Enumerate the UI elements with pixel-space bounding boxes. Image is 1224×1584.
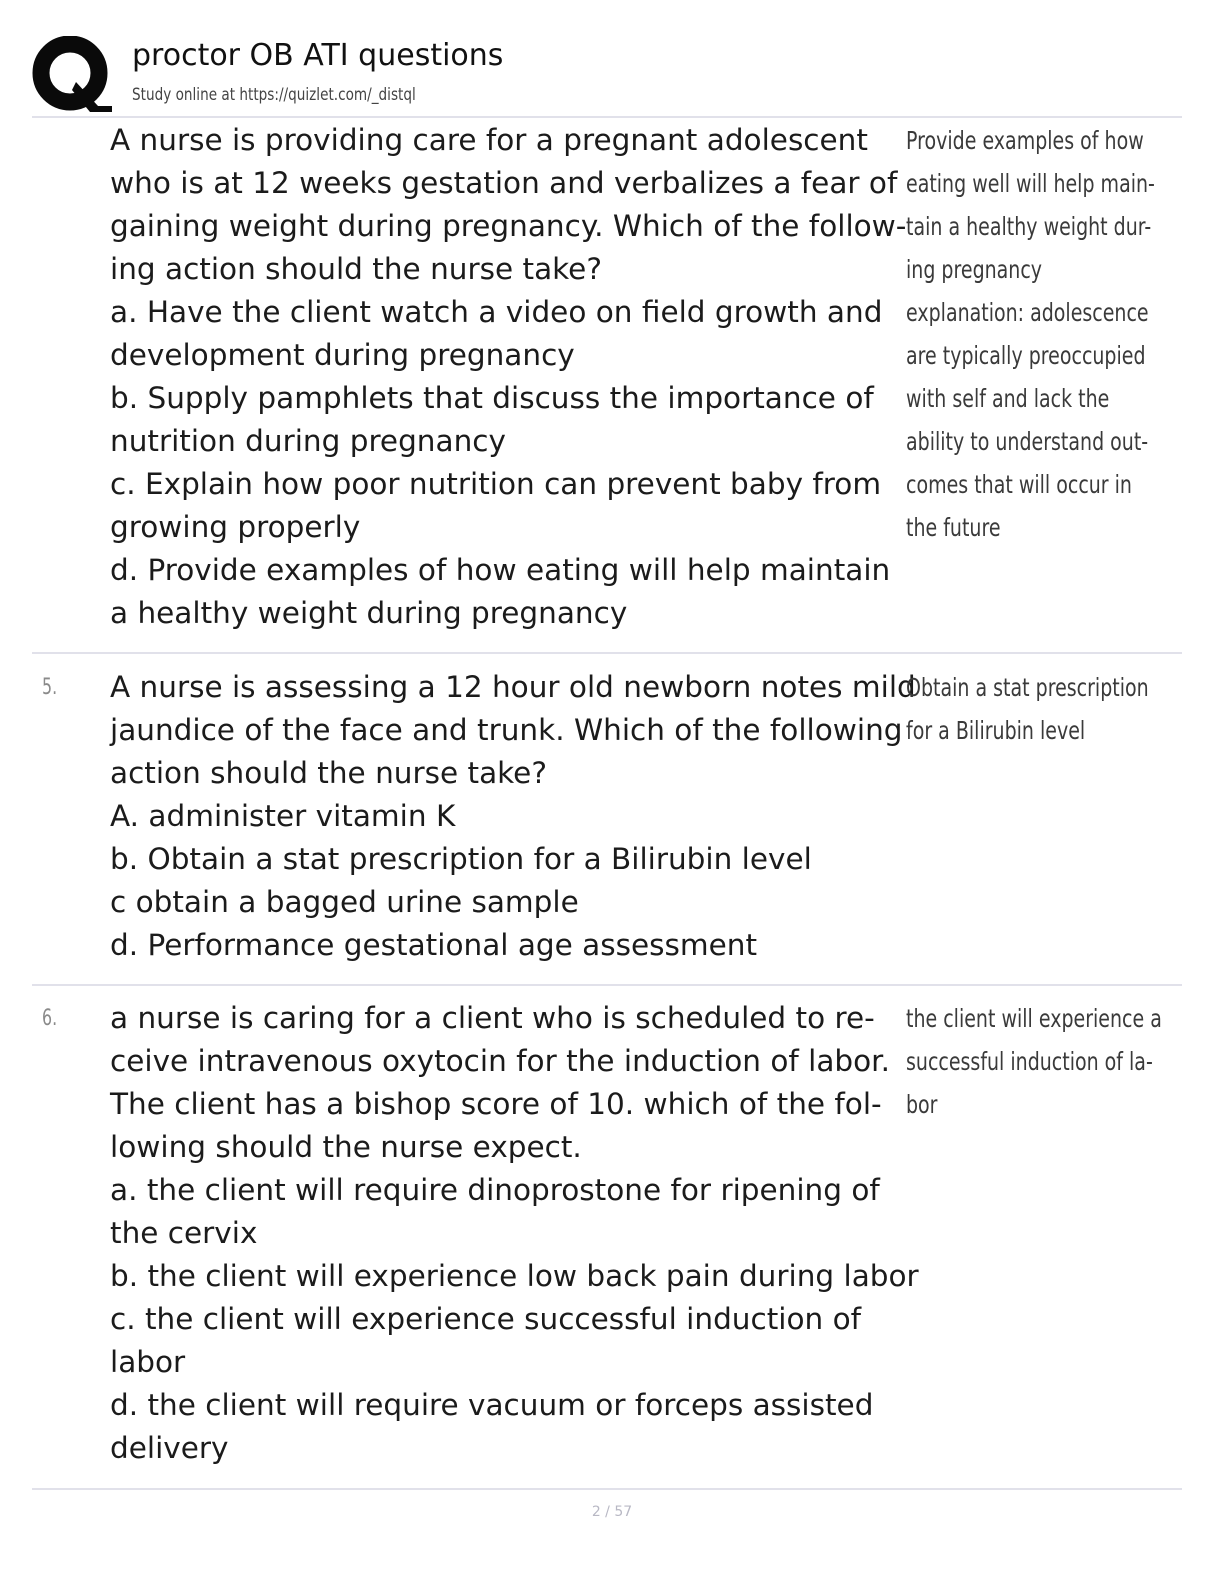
option-b-cont: nutrition during pregnancy bbox=[110, 424, 506, 458]
term-line: A nurse is providing care for a pregnant adolescent bbox=[110, 123, 868, 157]
term-line: A nurse is assessing a 12 hour old newborn notes mild bbox=[110, 670, 916, 704]
definition-line: tain a healthy weight dur- bbox=[906, 212, 1152, 241]
option-a: A. administer vitamin K bbox=[110, 799, 456, 833]
card-definition bbox=[906, 997, 1224, 1126]
header-divider bbox=[32, 116, 1182, 118]
definition-line: comes that will occur in bbox=[906, 470, 1132, 499]
option-c-cont: growing properly bbox=[110, 510, 361, 544]
option-a-cont: development during pregnancy bbox=[110, 338, 575, 372]
term-line: action should the nurse take? bbox=[110, 756, 547, 790]
term-line: jaundice of the face and trunk. Which of the following bbox=[110, 713, 903, 747]
option-c: c. the client will experience successful induction of bbox=[110, 1302, 862, 1336]
card-definition bbox=[906, 666, 1224, 752]
definition-line: bor bbox=[906, 1090, 938, 1119]
term-line: a nurse is caring for a client who is scheduled to re- bbox=[110, 1001, 875, 1035]
quizlet-logo-icon bbox=[32, 36, 112, 112]
option-d-cont: a healthy weight during pregnancy bbox=[110, 596, 628, 630]
definition-line: the client will experience a bbox=[906, 1004, 1162, 1033]
definition-line: eating well will help main- bbox=[906, 169, 1155, 198]
card-term bbox=[110, 997, 919, 1470]
option-b: b. Supply pamphlets that discuss the importance of bbox=[110, 381, 874, 415]
option-c: c obtain a bagged urine sample bbox=[110, 885, 579, 919]
definition-line: the future bbox=[906, 513, 1001, 542]
option-c: c. Explain how poor nutrition can prevent baby from bbox=[110, 467, 882, 501]
option-a: a. Have the client watch a video on field growth and bbox=[110, 295, 883, 329]
term-line: ing action should the nurse take? bbox=[110, 252, 602, 286]
card-divider bbox=[32, 984, 1182, 986]
definition-line: with self and lack the bbox=[906, 384, 1110, 413]
page-header bbox=[0, 0, 1224, 118]
term-line: gaining weight during pregnancy. Which of the follow- bbox=[110, 209, 907, 243]
definition-line: for a Bilirubin level bbox=[906, 716, 1086, 745]
option-d: d. Performance gestational age assessment bbox=[110, 928, 758, 962]
definition-line: Obtain a stat prescription bbox=[906, 673, 1149, 702]
option-d: d. Provide examples of how eating will help maintain bbox=[110, 553, 891, 587]
page-number: 2 / 57 bbox=[591, 1504, 633, 1520]
option-d: d. the client will require vacuum or forceps assisted bbox=[110, 1388, 874, 1422]
card-definition bbox=[906, 119, 1224, 549]
term-line: ceive intravenous oxytocin for the induction of labor. bbox=[110, 1044, 890, 1078]
option-b: b. Obtain a stat prescription for a Bilirubin level bbox=[110, 842, 812, 876]
definition-line: explanation: adolescence bbox=[906, 298, 1149, 327]
definition-line: Provide examples of how bbox=[906, 126, 1144, 155]
option-d-cont: delivery bbox=[110, 1431, 229, 1465]
definition-line: are typically preoccupied bbox=[906, 341, 1146, 370]
term-line: who is at 12 weeks gestation and verbalizes a fear of bbox=[110, 166, 898, 200]
term-line: lowing should the nurse expect. bbox=[110, 1130, 582, 1164]
option-a-cont: the cervix bbox=[110, 1216, 258, 1250]
card-number: 6. bbox=[42, 1006, 58, 1031]
card-number: 5. bbox=[42, 675, 58, 700]
definition-line: successful induction of la- bbox=[906, 1047, 1153, 1076]
term-line: The client has a bishop score of 10. which of the fol- bbox=[110, 1087, 882, 1121]
option-c-cont: labor bbox=[110, 1345, 186, 1379]
card-term bbox=[110, 666, 916, 967]
footer-divider bbox=[32, 1488, 1182, 1490]
card-term bbox=[110, 119, 907, 635]
card-divider bbox=[32, 652, 1182, 654]
definition-line: ing pregnancy bbox=[906, 255, 1043, 284]
option-b: b. the client will experience low back pain during labor bbox=[110, 1259, 919, 1293]
definition-line: ability to understand out- bbox=[906, 427, 1149, 456]
document-title: proctor OB ATI questions bbox=[132, 38, 504, 73]
study-online-link[interactable]: Study online at https://quizlet.com/_distql bbox=[132, 85, 416, 105]
option-a: a. the client will require dinoprostone for ripening of bbox=[110, 1173, 880, 1207]
